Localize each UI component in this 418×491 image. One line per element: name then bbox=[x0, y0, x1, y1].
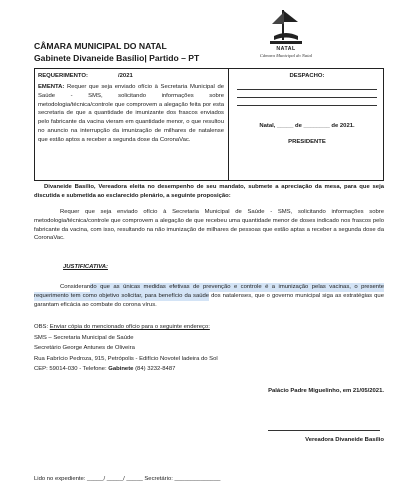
requerimento-line bbox=[38, 73, 133, 79]
despacho-date: Natal, _____ de ________ de 2021. bbox=[259, 123, 355, 129]
reading-record: Lido no expediente: _____/ _____/ _____ Secretário: ______________ bbox=[34, 476, 221, 482]
obs-heading bbox=[34, 322, 218, 333]
logo-subtitle: Câmara Municipal do Natal bbox=[259, 53, 313, 58]
document-header bbox=[34, 40, 199, 64]
chamber-name: CÂMARA MUNICIPAL DO NATAL bbox=[34, 41, 167, 51]
obs-section bbox=[34, 322, 218, 375]
requerimento-box bbox=[34, 68, 229, 181]
ementa bbox=[38, 83, 224, 145]
contact-line bbox=[34, 364, 218, 375]
obs-label: OBS: bbox=[34, 324, 49, 330]
request-paragraph: Requer que seja enviado ofício à Secretaria Municipal de Saúde - SMS, solicitando informações sobre metodologia/técnica/controle que comprovem a alegação de que recebeu uma quantidade menor de doses indicado nos frascos pelo fabricante da vacina, com isso, resultando na não imunização de milhares de pessoas que estão aptas a receber a segunda dose da CoronaVac. bbox=[34, 209, 384, 242]
justificativa-title: JUSTIFICATIVA: bbox=[63, 264, 108, 270]
contact-phone: (84) 3232-8487 bbox=[133, 366, 176, 373]
despacho-box bbox=[228, 68, 384, 181]
despacho-blank-line bbox=[237, 105, 377, 106]
coat-of-arms-icon bbox=[264, 8, 308, 46]
contact-office: Gabinete bbox=[108, 366, 134, 373]
place-date: Palácio Padre Miguelinho, em 21/05/2021. bbox=[268, 388, 384, 394]
ementa-text: Requer que seja enviado ofício à Secretaria Municipal de Saúde - SMS, solicitando informações sobre metodologia/técnica/controle que comprovem a alegação feita por esta secretaria de que a quantidade de imunizante dos frascos enviados pelo fabricante da vacina vieram em quantidade menor, o que resultou no anuncio na interrupção da imunização de milhares de natalense que estão aptos a receber a segunda dose da CoronaVac. bbox=[38, 84, 225, 143]
despacho-president: PRESIDENTE bbox=[288, 139, 326, 145]
justificativa-paragraph: Considerando que as únicas medidas efetivas de prevenção e controle é a imunização pelas vacinas, o presente requerimento tem como objetivo solicitar, para benefício da saúde dos natalenses, que o governo municipal siga as estratégias que garantam eficácia ao combate do corona vírus. bbox=[34, 284, 384, 308]
city-council-logo bbox=[250, 8, 322, 60]
address-line: Rua Fabrício Pedroza, 915, Petrópolis - Edifício Novotel ladeira do Sol bbox=[34, 355, 218, 362]
contact-prefix: CEP: 59014-030 - Telefone: bbox=[34, 366, 109, 373]
address-line: Secretário George Antunes de Oliveira bbox=[34, 345, 135, 352]
despacho-blank-line bbox=[237, 97, 377, 98]
logo-wordmark: NATAL bbox=[276, 46, 296, 52]
address-line: SMS – Secretaria Municipal de Saúde bbox=[34, 334, 134, 341]
requerimento-label: REQUERIMENTO: bbox=[38, 73, 88, 79]
obs-instruction: Enviar cópia do mencionado ofício para o seguinte endereço: bbox=[49, 324, 210, 330]
intro-paragraph: Divaneide Basílio, Vereadora eleita no desempenho de seu mandato, submete a apreciação da mesa, para que seja discutida e submetida ao esclarecido plenário, a seguinte proposição: bbox=[34, 184, 384, 199]
ementa-label: EMENTA: bbox=[38, 84, 65, 90]
signature-line bbox=[268, 430, 380, 431]
signer-name: Vereadora Divaneide Basílio bbox=[305, 437, 384, 443]
office-name: Gabinete Divaneide Basílio| Partido – PT bbox=[34, 53, 200, 63]
requerimento-number: /2021 bbox=[118, 73, 133, 79]
despacho-title: DESPACHO: bbox=[289, 73, 325, 79]
despacho-blank-line bbox=[237, 89, 377, 90]
